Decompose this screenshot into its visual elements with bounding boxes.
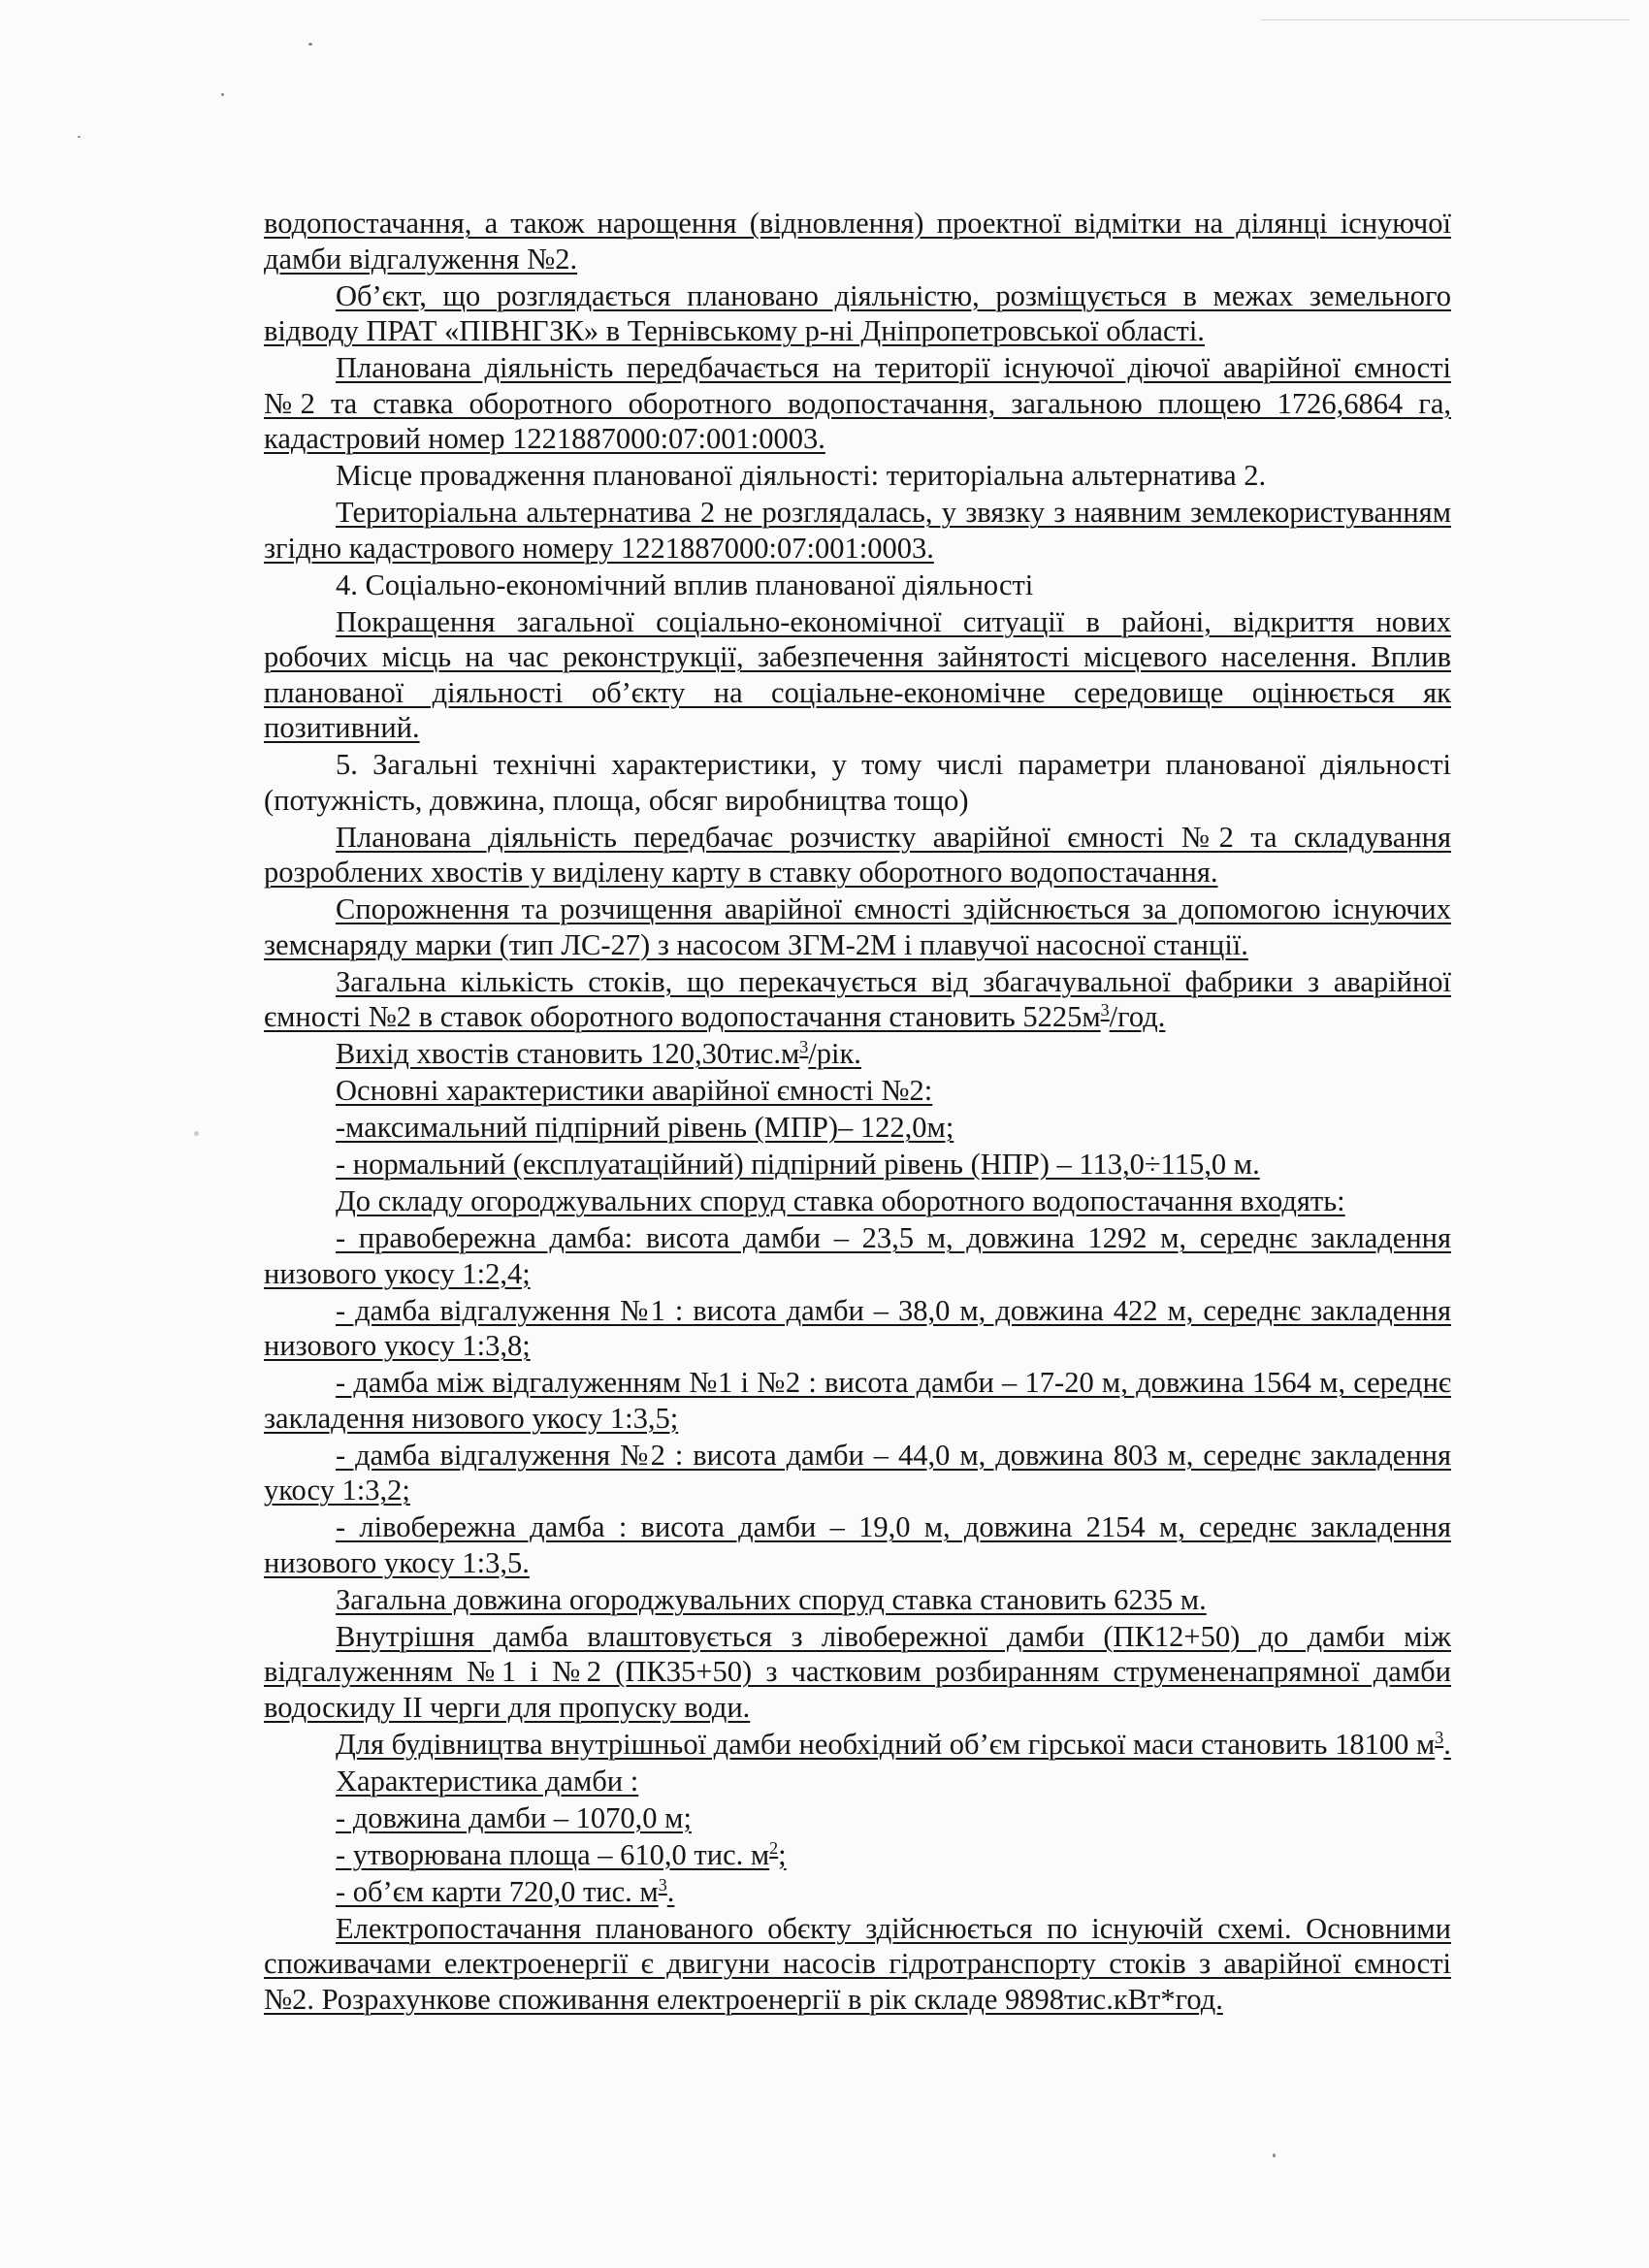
paragraph-alt-not-considered: [264, 495, 1451, 566]
paragraph-normal-level: [264, 1147, 1451, 1183]
paragraph-tailings-output: [264, 1036, 1451, 1072]
scan-speck: [221, 93, 224, 96]
paragraph-water-supply-cont: [264, 206, 1451, 276]
paragraph-section-4-heading: [264, 567, 1451, 603]
paragraph-tail: .: [666, 1874, 675, 1908]
document-body: [264, 206, 1451, 2019]
paragraph-dam-length: [264, 1800, 1451, 1836]
scan-speck: [1273, 2154, 1276, 2157]
paragraph-text: Основні характеристики аварійної ємності №2:: [336, 1074, 933, 1107]
paragraph-tail: /год.: [1109, 1000, 1166, 1033]
paragraph-text: Планована діяльність передбачає розчистку аварійної ємності №2 та складування розроблених хвостів у виділену карту в ставку оборотного водопостачання.: [264, 820, 1451, 889]
paragraph-main-characteristics: [264, 1073, 1451, 1109]
scan-speck: [78, 136, 81, 138]
paragraph-text: Місце провадження планованої діяльності: територіальна альтернатива 2.: [336, 459, 1267, 492]
paragraph-text: Територіальна альтернатива 2 не розглядалась, у звязку з наявним землекористуванням згідно кадастрового номеру 1221887000:07:001:0003.: [264, 496, 1451, 565]
superscript: 3: [799, 1036, 809, 1056]
paragraph-enclosing-structures: [264, 1183, 1451, 1219]
superscript: 3: [1100, 999, 1110, 1020]
paragraph-text: Для будівництва внутрішньої дамби необхідний об’єм гірської маси становить 18100 м: [336, 1727, 1436, 1761]
paragraph-text: Покращення загальної соціально-економічної ситуації в районі, відкриття нових робочих місць на час реконструкції, забезпечення зайнятості місцевого населення. Вплив планованої діяльності об’єкту на соціальне-економічне середовище оцінюється як позитивний.: [264, 604, 1451, 744]
paragraph-text: - нормальний (експлуатаційний) підпірний рівень (НПР) – 113,0÷115,0 м.: [336, 1148, 1260, 1181]
paragraph-section-5-heading: [264, 747, 1451, 818]
paragraph-text: Загальна довжина огороджувальних споруд ставка становить 6235 м.: [336, 1582, 1207, 1616]
paragraph-text: - утворювана площа – 610,0 тис. м: [336, 1837, 770, 1871]
paragraph-text: Спорожнення та розчищення аварійної ємності здійснюється за допомогою існуючих земснаряду марки (тип ЛС-27) з насосом ЗГМ-2М і плавучої насосної станції.: [264, 892, 1451, 961]
paragraph-object-location: [264, 278, 1451, 349]
superscript: 2: [769, 1837, 779, 1858]
paragraph-text: 5. Загальні технічні характеристики, у тому числі параметри планованої діяльності (потужність, довжина, площа, обсяг виробництва тощо): [264, 748, 1451, 817]
paragraph-total-length: [264, 1582, 1451, 1618]
paragraph-text: Характеристика дамби :: [336, 1764, 639, 1798]
paragraph-tail: ;: [778, 1837, 787, 1871]
paragraph-text: Загальна кількість стоків, що перекачується від збагачувальної фабрики з аварійної ємності №2 в ставок оборотного водопостачання становить 5225м: [264, 964, 1451, 1033]
paragraph-text: 4. Соціально-економічний вплив планованої діяльності: [336, 567, 1034, 601]
paragraph-tail: /рік.: [808, 1037, 861, 1070]
paragraph-text: Вихід хвостів становить 120,30тис.м: [336, 1037, 800, 1070]
scan-speck: [194, 1131, 199, 1136]
paragraph-right-bank-dam: [264, 1220, 1451, 1291]
paragraph-created-area: [264, 1837, 1451, 1873]
paragraph-socio-economic: [264, 604, 1451, 746]
paragraph-inner-dam: [264, 1619, 1451, 1726]
paragraph-text: - довжина дамби – 1070,0 м;: [336, 1800, 692, 1834]
paragraph-text: Електропостачання планованого обєкту здійснюється по існуючій схемі. Основними споживачами електроенергії є двигуни насосів гідротранспорту стоків з аварійної ємності №2. Розрахункове споживання електроенергії в рік складе 9898тис.кВт*год.: [264, 1911, 1451, 2016]
paragraph-text: - дамба відгалуження №1 : висота дамби – 38,0 м, довжина 422 м, середнє закладення низового укосу 1:3,8;: [264, 1293, 1451, 1362]
paragraph-dam-characteristics: [264, 1764, 1451, 1799]
superscript: 3: [658, 1874, 667, 1895]
scan-edge-line: [1261, 19, 1630, 20]
paragraph-emptying: [264, 891, 1451, 962]
paragraph-map-volume: [264, 1874, 1451, 1910]
paragraph-text: - дамба між відгалуженням №1 і №2 : висота дамби – 17-20 м, довжина 1564 м, середнє закладення низового укосу 1:3,5;: [264, 1366, 1451, 1435]
paragraph-flow-total: [264, 964, 1451, 1035]
paragraph-text: - правобережна дамба: висота дамби – 23,5 м, довжина 1292 м, середнє закладення низового укосу 1:2,4;: [264, 1221, 1451, 1290]
paragraph-branch-2-dam: [264, 1438, 1451, 1508]
paragraph-text: - об’єм карти 720,0 тис. м: [336, 1874, 659, 1908]
paragraph-between-branches-dam: [264, 1365, 1451, 1436]
paragraph-text: водопостачання, а також нарощення (відновлення) проектної відмітки на ділянці існуючої дамби відгалуження №2.: [264, 207, 1451, 275]
paragraph-cleaning: [264, 820, 1451, 891]
paragraph-left-bank-dam: [264, 1509, 1451, 1580]
paragraph-text: Планована діяльність передбачається на території існуючої діючої аварійної ємності №2 та ставка оборотного оборотного водопостачання, загальною площею 1726,6864 га, кадастровий номер 1221887000:07:001:0003.: [264, 351, 1451, 455]
paragraph-branch-1-dam: [264, 1293, 1451, 1364]
paragraph-tail: .: [1443, 1727, 1451, 1761]
paragraph-text: - лівобережна дамба : висота дамби – 19,0 м, довжина 2154 м, середнє закладення низового укосу 1:3,5.: [264, 1510, 1451, 1579]
paragraph-rock-volume: [264, 1727, 1451, 1763]
paragraph-text: До складу огороджувальних споруд ставка оборотного водопостачання входять:: [336, 1184, 1345, 1217]
superscript: 3: [1435, 1727, 1444, 1747]
paragraph-text: - дамба відгалуження №2 : висота дамби – 44,0 м, довжина 803 м, середнє закладення укосу 1:3,2;: [264, 1438, 1451, 1507]
paragraph-territory: [264, 350, 1451, 457]
paragraph-power-supply: [264, 1911, 1451, 2018]
paragraph-text: Внутрішня дамба влаштовується з лівобережної дамби (ПК12+50) до дамби між відгалуженням №1 і №2 (ПК35+50) з частковим розбиранням струмененапрямної дамби водоскиду ІІ черги для пропуску води.: [264, 1619, 1451, 1724]
paragraph-text: Об’єкт, що розглядається плановано діяльністю, розміщується в межах земельного відводу ПРАТ «ПІВНГЗК» в Тернівському р-ні Дніпропетровської області.: [264, 278, 1451, 347]
paragraph-text: -максимальний підпірний рівень (МПР)– 122,0м;: [336, 1111, 954, 1144]
paragraph-max-level: [264, 1110, 1451, 1146]
paragraph-place-of-activity: [264, 458, 1451, 494]
scan-speck: [308, 43, 312, 46]
